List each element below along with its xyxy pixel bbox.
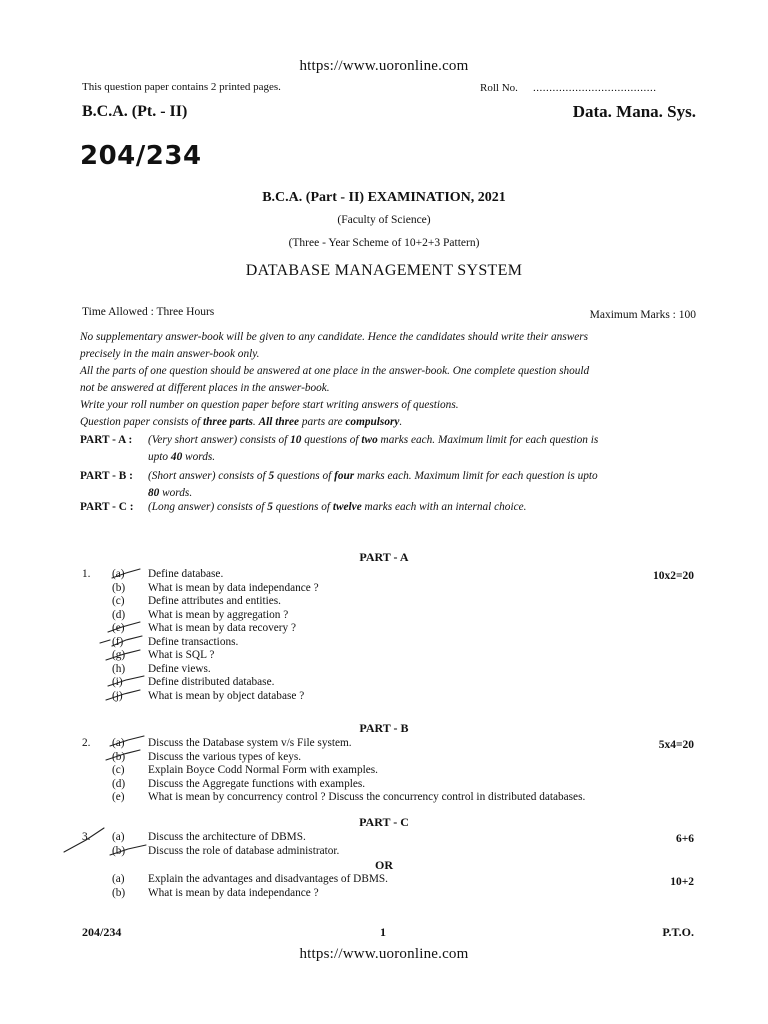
- q1-number: 1.: [82, 568, 91, 580]
- instruction-line: No supplementary answer-book will be given to any candidate. Hence the candidates should write their answers: [80, 331, 589, 343]
- emphasis: All three: [258, 416, 300, 428]
- question-text: Discuss the Database system v/s File system.: [148, 737, 352, 749]
- footer-code: 204/234: [82, 925, 122, 939]
- part-b-description: [80, 468, 700, 502]
- part-c-questions-first: [0, 831, 768, 858]
- question-text: Define distributed database.: [148, 676, 275, 688]
- question-label: (j): [112, 689, 123, 702]
- question-label: (g): [112, 649, 126, 661]
- text: upto: [148, 451, 171, 463]
- part-b-questions: [0, 737, 768, 805]
- footer-url[interactable]: https://www.uoronline.com: [299, 946, 469, 962]
- scheme: (Three - Year Scheme of 10+2+3 Pattern): [288, 237, 480, 249]
- question-label: (d): [112, 608, 126, 621]
- text: marks each with an internal choice.: [361, 501, 527, 513]
- emphasis: two: [361, 434, 378, 446]
- instruction-line: [80, 414, 700, 431]
- question-text: Define transactions.: [148, 635, 239, 648]
- question-text: Discuss the architecture of DBMS.: [148, 831, 306, 843]
- question-item: [0, 690, 768, 704]
- text: parts are: [299, 416, 346, 428]
- question-label: (a): [112, 831, 125, 843]
- instructions: [80, 329, 700, 431]
- question-item: [0, 845, 768, 859]
- page-number: 1: [380, 925, 386, 939]
- text: .: [252, 416, 259, 428]
- question-text: Define database.: [148, 568, 224, 580]
- question-text: What is mean by concurrency control ? Discuss the concurrency control in distributed databases.: [148, 791, 586, 803]
- emphasis: 80: [148, 487, 160, 499]
- question-label: (d): [112, 777, 126, 790]
- emphasis: 10: [290, 434, 302, 446]
- pto: P.T.O.: [662, 925, 694, 939]
- question-item: [0, 737, 768, 751]
- question-text: Discuss the role of database administrator.: [148, 844, 340, 857]
- part-c-questions-second: [0, 873, 768, 900]
- part-a-label: PART - A :: [80, 434, 133, 446]
- part-a-heading: PART - A: [359, 550, 409, 564]
- question-text: What is SQL ?: [148, 649, 215, 661]
- question-item: [0, 791, 768, 805]
- max-marks: Maximum Marks : 100: [589, 309, 696, 321]
- q3-marks-first: 6+6: [675, 833, 694, 845]
- question-item: [0, 873, 768, 887]
- text: questions of: [274, 470, 335, 482]
- roll-no-label: Roll No.: [480, 82, 518, 94]
- paper-name: DATABASE MANAGEMENT SYSTEM: [245, 262, 523, 279]
- q2-number: 2.: [82, 737, 91, 749]
- question-item: [0, 622, 768, 636]
- header-url[interactable]: https://www.uoronline.com: [299, 58, 469, 74]
- instruction-line: precisely in the main answer-book only.: [80, 348, 260, 360]
- emphasis: three parts: [203, 416, 253, 428]
- question-text: What is mean by object database ?: [148, 689, 305, 702]
- question-text: What is mean by data independance ?: [148, 886, 319, 899]
- question-text: What is mean by data recovery ?: [148, 622, 297, 634]
- course-name: B.C.A. (Pt. - II): [82, 103, 188, 120]
- text: (Very short answer) consists of: [148, 434, 291, 446]
- question-item: [0, 568, 768, 582]
- question-label: (b): [112, 750, 126, 763]
- question-label: (b): [112, 886, 126, 899]
- question-text: What is mean by data independance ?: [148, 581, 319, 594]
- question-item: [0, 887, 768, 901]
- text: .: [399, 416, 403, 428]
- exam-title: B.C.A. (Part - II) EXAMINATION, 2021: [262, 190, 506, 205]
- question-label: (i): [112, 676, 123, 688]
- instruction-line: not be answered at different places in the answer-book.: [80, 382, 330, 394]
- question-label: (c): [112, 764, 125, 776]
- q3-marks-second: 10+2: [670, 876, 694, 888]
- question-item: [0, 636, 768, 650]
- q2-marks: 5x4=20: [658, 739, 694, 751]
- time-allowed: Time Allowed : Three Hours: [82, 306, 215, 318]
- faculty: (Faculty of Science): [337, 214, 431, 226]
- instruction-line: All the parts of one question should be answered at one place in the answer-book. One complete question should: [80, 365, 590, 377]
- part-c-description: [80, 499, 700, 516]
- question-label: (a): [112, 873, 125, 885]
- question-item: [0, 831, 768, 845]
- question-item: [0, 778, 768, 792]
- question-label: (e): [112, 622, 125, 634]
- text: words.: [182, 451, 216, 463]
- q3-number: 3.: [82, 831, 91, 843]
- question-text: Discuss the various types of keys.: [148, 750, 302, 763]
- subject-short: Data. Mana. Sys.: [572, 102, 696, 121]
- part-a-description: [80, 432, 700, 466]
- question-text: Define views.: [148, 662, 211, 675]
- question-item: [0, 582, 768, 596]
- emphasis: compulsory: [345, 416, 400, 428]
- part-b-label: PART - B :: [80, 470, 133, 482]
- emphasis: 5: [267, 501, 273, 513]
- emphasis: four: [334, 470, 355, 482]
- text: questions of: [272, 501, 333, 513]
- paper-code: 204/234: [80, 141, 202, 171]
- part-c-label: PART - C :: [80, 501, 134, 513]
- text: (Short answer) consists of: [148, 470, 269, 482]
- question-text: Define attributes and entities.: [148, 595, 282, 607]
- question-item: [0, 676, 768, 690]
- part-c-heading: PART - C: [359, 815, 409, 829]
- question-item: [0, 663, 768, 677]
- instruction-line: Write your roll number on question paper before start writing answers of questions.: [80, 399, 459, 411]
- question-label: (b): [112, 581, 126, 594]
- pages-note: This question paper contains 2 printed pages.: [82, 81, 281, 93]
- question-text: What is mean by aggregation ?: [148, 608, 289, 621]
- emphasis: 5: [268, 470, 275, 482]
- question-item: [0, 609, 768, 623]
- question-text: Explain Boyce Codd Normal Form with examples.: [148, 764, 378, 776]
- question-label: (a): [112, 568, 125, 580]
- text: questions of: [301, 434, 362, 446]
- part-a-questions: [0, 568, 768, 703]
- question-label: (f): [112, 635, 124, 648]
- or-label: OR: [375, 858, 393, 872]
- question-label: (h): [112, 662, 126, 675]
- emphasis: twelve: [332, 501, 362, 513]
- roll-no-dots: ......................................: [533, 82, 657, 94]
- text: words.: [159, 487, 193, 499]
- question-label: (b): [112, 844, 126, 857]
- question-text: Explain the advantages and disadvantages of DBMS.: [148, 873, 389, 885]
- question-label: (a): [112, 737, 125, 749]
- question-item: [0, 595, 768, 609]
- question-label: (c): [112, 595, 125, 607]
- text: Question paper consists of: [80, 416, 204, 428]
- q1-marks: 10x2=20: [652, 570, 694, 582]
- part-b-heading: PART - B: [359, 721, 409, 735]
- question-item: [0, 751, 768, 765]
- text: marks each. Maximum limit for each question is: [377, 434, 599, 446]
- text: marks each. Maximum limit for each question is upto: [354, 470, 598, 482]
- question-item: [0, 764, 768, 778]
- question-text: Discuss the Aggregate functions with examples.: [148, 777, 366, 790]
- text: (Long answer) consists of: [148, 501, 268, 513]
- question-label: (e): [112, 791, 125, 803]
- emphasis: 40: [170, 451, 183, 463]
- question-item: [0, 649, 768, 663]
